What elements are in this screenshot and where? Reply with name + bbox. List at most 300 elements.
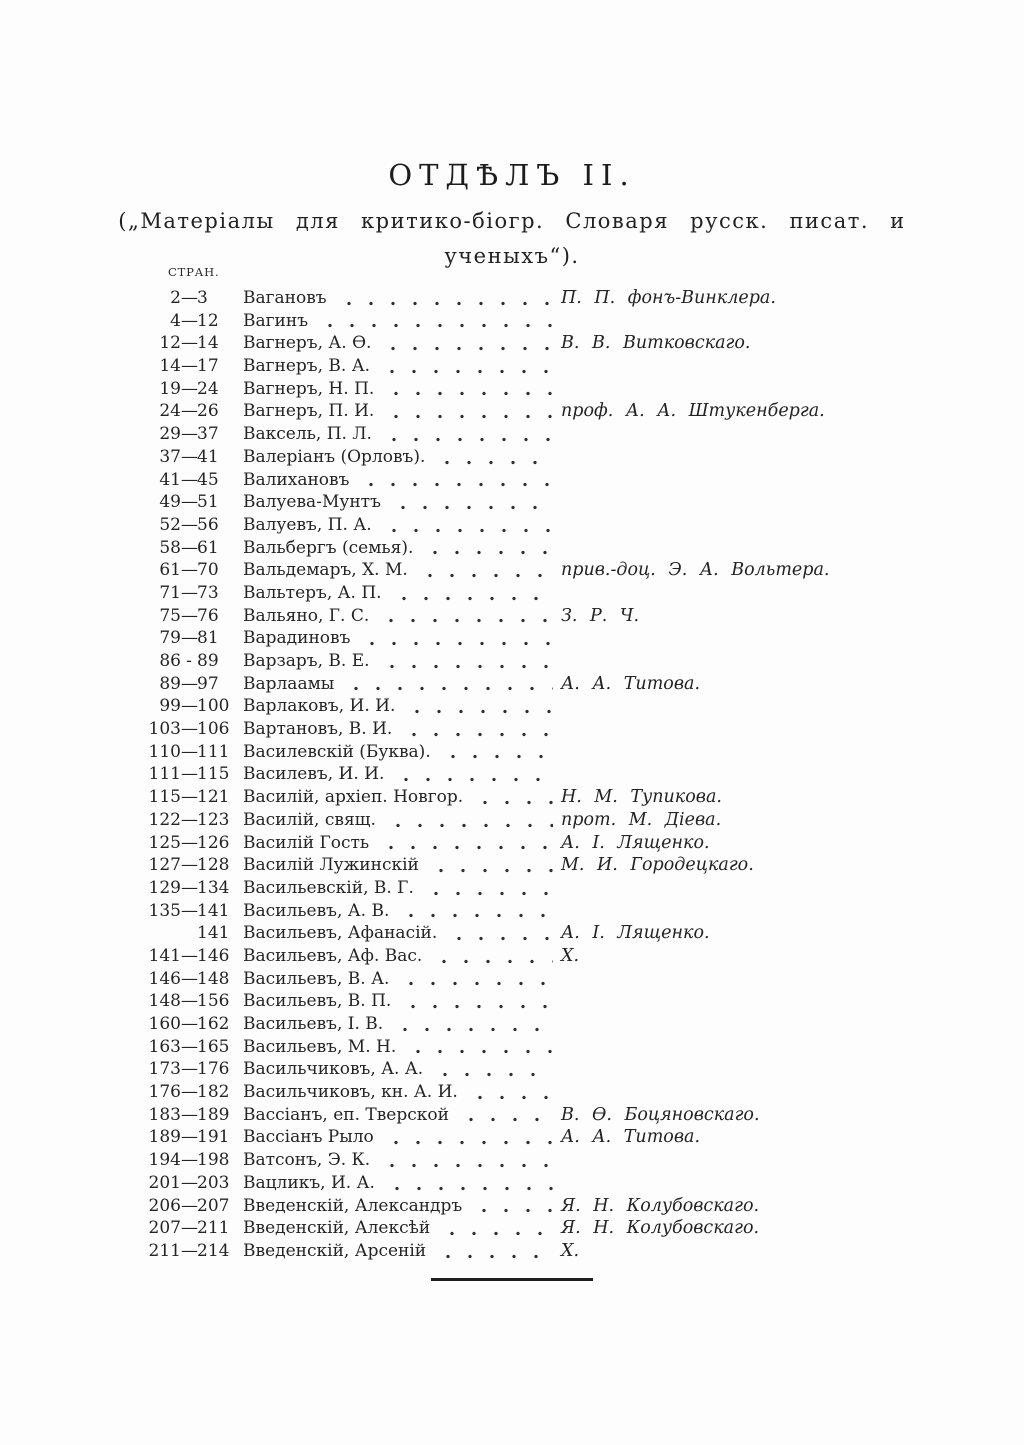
dot-leader xyxy=(376,605,553,628)
entry-cell xyxy=(243,1104,555,1127)
page-range-dash: — xyxy=(181,446,198,467)
page-range-from: 127 xyxy=(148,855,181,876)
entry-cell xyxy=(243,310,555,333)
dot-leader xyxy=(341,673,553,696)
page-range-dash: — xyxy=(181,582,198,603)
page-range-from: 49 xyxy=(159,492,181,513)
page-range-dash: — xyxy=(181,696,198,717)
index-row xyxy=(0,627,1024,650)
dot-leader xyxy=(415,559,553,582)
dot-leader xyxy=(438,741,553,764)
page-range-to: 182 xyxy=(197,1082,230,1103)
entry-name: Введенскій, Александръ xyxy=(243,1195,463,1216)
page-range-dash: — xyxy=(181,1127,198,1148)
index-row xyxy=(0,1126,1024,1149)
entry-name: Васильевъ, В. А. xyxy=(243,968,390,989)
dot-leader xyxy=(396,900,553,923)
page-range-dash: — xyxy=(181,605,198,626)
page-range-to: 207 xyxy=(197,1195,230,1216)
entry-name: Васильчиковъ, А. А. xyxy=(243,1059,424,1080)
index-row xyxy=(0,400,1024,423)
entry-cell xyxy=(243,695,555,718)
index-row xyxy=(0,809,1024,832)
entry-author: Я. Н. Колубовскаго. xyxy=(561,1218,760,1239)
entry-name: Васильевъ, М. Н. xyxy=(243,1036,397,1057)
page-range-dash: — xyxy=(181,832,198,853)
entry-cell xyxy=(243,1013,555,1036)
section-title: ОТДѢЛЪ II. xyxy=(388,158,636,192)
entry-name: Вальбергъ (семья). xyxy=(243,537,414,558)
dot-leader xyxy=(396,968,553,991)
page-range-dash: — xyxy=(181,1082,198,1103)
page-range-to: 146 xyxy=(197,945,230,966)
entry-name: Вацликъ, И. А. xyxy=(243,1172,375,1193)
entry-author: А. А. Титова. xyxy=(561,673,701,694)
page-range-from: 4 xyxy=(170,310,181,331)
page-range-dash: — xyxy=(181,401,198,422)
page-range-dash: — xyxy=(181,560,198,581)
page-range-from xyxy=(0,922,181,945)
index-row xyxy=(0,423,1024,446)
index-row xyxy=(0,695,1024,718)
page-range-from: 146 xyxy=(148,968,181,989)
page-range-from: 71 xyxy=(159,582,181,603)
index-row xyxy=(0,491,1024,514)
entry-cell xyxy=(243,673,555,696)
entry-name: Васильевъ, І. В. xyxy=(243,1014,384,1034)
entry-name: Варлаковъ, И. И. xyxy=(243,696,396,717)
page-range-to: 70 xyxy=(197,560,219,581)
page-range-from: 207 xyxy=(148,1218,181,1239)
page-range-dash: — xyxy=(181,719,198,740)
index-row xyxy=(0,1217,1024,1240)
entry-name: Вагинъ xyxy=(243,310,309,331)
page-range-dash: — xyxy=(181,764,198,785)
dot-leader xyxy=(403,1036,553,1059)
entry-author: прот. М. Діева. xyxy=(561,809,722,830)
page-range-from: 141 xyxy=(148,945,181,966)
page-range-to: 141 xyxy=(197,900,230,921)
entry-cell xyxy=(243,287,555,310)
entry-name: Васильевъ, В. П. xyxy=(243,991,392,1012)
index-row xyxy=(0,854,1024,877)
index-row xyxy=(0,310,1024,333)
entry-name: Валуевъ, П. А. xyxy=(243,514,372,535)
entry-cell xyxy=(243,559,555,582)
entry-cell xyxy=(243,1217,555,1240)
index-row xyxy=(0,1172,1024,1195)
dot-leader xyxy=(433,1240,553,1263)
entry-name: Вартановъ, В. И. xyxy=(243,719,393,740)
page-range-from: 176 xyxy=(148,1082,181,1103)
entry-name: Ваксель, П. Л. xyxy=(243,424,372,445)
entry-name: Вальдемаръ, Х. М. xyxy=(243,560,408,581)
dot-leader xyxy=(399,718,553,741)
dot-leader xyxy=(421,877,553,900)
entry-cell xyxy=(243,1036,555,1059)
entry-author: проф. А. А. Штукенберга. xyxy=(561,401,825,422)
page-range-dash: — xyxy=(181,492,198,513)
page-range-to: 211 xyxy=(197,1218,230,1239)
dot-leader xyxy=(377,650,553,673)
entry-cell xyxy=(243,355,555,378)
page-range-to: 141 xyxy=(197,923,230,944)
page-range-dash: — xyxy=(181,378,198,399)
page-range-dash: — xyxy=(181,877,198,898)
index-row xyxy=(0,605,1024,628)
page-range-from: 103 xyxy=(148,719,181,740)
page-range-dash: — xyxy=(181,1150,198,1171)
entry-cell xyxy=(243,1058,555,1081)
subtitle-line-2: ученыхъ“). xyxy=(444,244,580,268)
dot-leader xyxy=(444,922,553,945)
entry-name: Васильчиковъ, кн. А. И. xyxy=(243,1082,458,1103)
entry-author: А. А. Титова. xyxy=(561,1127,701,1148)
index-row xyxy=(0,900,1024,923)
page-range-to: 3 xyxy=(197,288,208,308)
page-range-dash: — xyxy=(181,310,198,331)
page-range-to: 61 xyxy=(197,537,219,558)
page-range-to: 17 xyxy=(197,356,219,377)
entry-author: М. И. Городецкаго. xyxy=(561,855,754,876)
page-range-to: 123 xyxy=(197,809,230,830)
page-range-to: 89 xyxy=(197,651,219,671)
dot-leader xyxy=(432,446,553,469)
entry-cell xyxy=(243,718,555,741)
page-range-to: 37 xyxy=(197,424,219,445)
page-range-to: 148 xyxy=(197,968,230,989)
page-range-from: 19 xyxy=(159,378,181,399)
dot-leader xyxy=(389,582,553,605)
index-list xyxy=(0,287,1024,1263)
page-range-dash: — xyxy=(181,424,198,445)
entry-name: Введенскій, Алексѣй xyxy=(243,1218,431,1239)
dot-leader xyxy=(465,1081,553,1104)
page-range-to: 189 xyxy=(197,1104,230,1125)
index-row xyxy=(0,673,1024,696)
index-row xyxy=(0,1058,1024,1081)
entry-cell xyxy=(243,786,555,809)
entry-cell xyxy=(243,877,555,900)
index-row xyxy=(0,718,1024,741)
entry-name: Введенскій, Арсеній xyxy=(243,1240,427,1261)
index-row xyxy=(0,763,1024,786)
entry-author: А. І. Лященко. xyxy=(561,923,710,944)
entry-cell xyxy=(243,514,555,537)
index-row xyxy=(0,559,1024,582)
entry-name: Валуева-Мунтъ xyxy=(243,492,381,513)
page-range-to: 24 xyxy=(197,378,219,399)
entry-name: Варадиновъ xyxy=(243,628,351,649)
page-range-to: 214 xyxy=(197,1240,230,1261)
dot-leader xyxy=(334,287,553,310)
page-range-to: 45 xyxy=(197,469,219,490)
entry-cell xyxy=(243,582,555,605)
page-range-dash: — xyxy=(181,1195,198,1216)
page-range-to: 134 xyxy=(197,877,230,898)
index-row xyxy=(0,990,1024,1013)
dot-leader xyxy=(377,355,553,378)
page-range-from: 2 xyxy=(170,288,181,308)
page-range-to: 81 xyxy=(197,628,219,649)
page-range-dash: — xyxy=(181,809,198,830)
page-range-to: 100 xyxy=(197,696,230,717)
page-range-from: 37 xyxy=(159,446,181,467)
entry-cell xyxy=(243,763,555,786)
page-range-from: 111 xyxy=(148,764,181,785)
page-range-dash: — xyxy=(181,356,198,377)
entry-author: Х. xyxy=(561,945,580,966)
page-range-to: 76 xyxy=(197,605,219,626)
index-row xyxy=(0,832,1024,855)
entry-cell xyxy=(243,968,555,991)
entry-cell xyxy=(243,945,555,968)
index-row xyxy=(0,741,1024,764)
dot-leader xyxy=(469,1195,553,1218)
page-range-dash: — xyxy=(181,968,198,989)
index-row xyxy=(0,287,1024,310)
entry-cell xyxy=(243,491,555,514)
section-subtitle xyxy=(0,204,1024,274)
dot-leader xyxy=(430,1058,553,1081)
page-range-from: 160 xyxy=(148,1014,181,1034)
page-range-to: 203 xyxy=(197,1172,230,1193)
page-range-to: 115 xyxy=(197,764,230,785)
page-range-from: 99 xyxy=(159,696,181,717)
page-range-dash: — xyxy=(181,1104,198,1125)
page-range-from: 201 xyxy=(148,1172,181,1193)
entry-name: Васильевъ, Аф. Вас. xyxy=(243,945,423,966)
page-range-to: 51 xyxy=(197,492,219,513)
page-range-to: 97 xyxy=(197,673,219,694)
page-range-from: 110 xyxy=(148,741,181,762)
entry-name: Василевъ, И. И. xyxy=(243,764,385,785)
entry-author: прив.-доц. Э. А. Вольтера. xyxy=(561,560,830,581)
page-range-to: 106 xyxy=(197,719,230,740)
entry-author: В. Ѳ. Боцяновскаго. xyxy=(561,1104,760,1125)
page-range-to: 191 xyxy=(197,1127,230,1148)
dot-leader xyxy=(381,1126,553,1149)
entry-cell xyxy=(243,1149,555,1172)
entry-name: Василій, свящ. xyxy=(243,809,376,830)
entry-name: Василій, архіеп. Новгор. xyxy=(243,787,464,808)
dot-leader xyxy=(398,990,553,1013)
page-range-to: 111 xyxy=(197,741,230,762)
index-row xyxy=(0,332,1024,355)
index-row xyxy=(0,514,1024,537)
page-range-from: 79 xyxy=(159,628,181,649)
dot-leader xyxy=(379,423,553,446)
page-range-to: 128 xyxy=(197,855,230,876)
entry-name: Вагнеръ, А. Ѳ. xyxy=(243,333,372,354)
dot-leader xyxy=(377,1149,553,1172)
dot-leader xyxy=(420,537,553,560)
entry-name: Василій Лужинскій xyxy=(243,855,419,876)
entry-cell xyxy=(243,332,555,355)
page-range-dash: — xyxy=(181,741,198,762)
entry-author: Х. xyxy=(561,1240,580,1261)
index-row xyxy=(0,877,1024,900)
dot-leader xyxy=(315,310,553,333)
dot-leader xyxy=(437,1217,553,1240)
entry-name: Варлаамы xyxy=(243,673,335,694)
dot-leader xyxy=(357,627,553,650)
entry-name: Вальтеръ, А. П. xyxy=(243,582,382,603)
page-range-from: 194 xyxy=(148,1150,181,1171)
index-row xyxy=(0,1104,1024,1127)
index-row xyxy=(0,1081,1024,1104)
entry-name: Васильевъ, А. В. xyxy=(243,900,390,921)
entry-name: Васильевъ, Афанасій. xyxy=(243,923,438,944)
page-range-dash: — xyxy=(181,1218,198,1239)
page-range-dash: — xyxy=(181,945,198,966)
page-range-from: 14 xyxy=(159,356,181,377)
page-range-dash: — xyxy=(181,1014,198,1034)
page-range-from: 206 xyxy=(148,1195,181,1216)
page-range-dash: — xyxy=(181,1036,198,1057)
page-range-from: 41 xyxy=(159,469,181,490)
page-range-to: 56 xyxy=(197,514,219,535)
page-range-to: 41 xyxy=(197,446,219,467)
entry-name: Вагнеръ, Н. П. xyxy=(243,378,375,399)
entry-author: В. В. Витковскаго. xyxy=(561,333,751,354)
dot-leader xyxy=(382,1172,553,1195)
index-row xyxy=(0,469,1024,492)
entry-cell xyxy=(243,446,555,469)
page-range-from: 125 xyxy=(148,832,181,853)
page-range-from: 122 xyxy=(148,809,181,830)
entry-author: З. Р. Ч. xyxy=(561,605,640,626)
page-range-to: 12 xyxy=(197,310,219,331)
entry-name: Ватсонъ, Э. К. xyxy=(243,1150,371,1171)
entry-name: Василій Гость xyxy=(243,832,370,853)
entry-cell xyxy=(243,469,555,492)
index-row xyxy=(0,968,1024,991)
entry-cell xyxy=(243,423,555,446)
page-range-to: 126 xyxy=(197,832,230,853)
page-range-dash: — xyxy=(181,628,198,649)
entry-cell xyxy=(243,854,555,877)
dot-leader xyxy=(381,400,553,423)
entry-cell xyxy=(243,832,555,855)
index-row xyxy=(0,1013,1024,1036)
entry-name: Вальяно, Г. С. xyxy=(243,605,370,626)
entry-name: Вагнеръ, В. А. xyxy=(243,356,371,377)
page-range-from: 86 xyxy=(159,651,181,671)
entry-name: Варзаръ, В. Е. xyxy=(243,651,370,671)
subtitle-line-1: („Матеріалы для критико-біогр. Словаря русск. писат. и xyxy=(118,209,906,233)
page-range-dash: — xyxy=(181,1172,198,1193)
page-range-from: 24 xyxy=(159,401,181,422)
page-range-to: 156 xyxy=(197,991,230,1012)
dot-leader xyxy=(426,854,553,877)
page-range-to: 26 xyxy=(197,401,219,422)
page-range-to: 162 xyxy=(197,1014,230,1034)
entry-cell xyxy=(243,741,555,764)
page-range-dash: — xyxy=(181,900,198,921)
page-range-to: 176 xyxy=(197,1059,230,1080)
dot-leader xyxy=(456,1104,553,1127)
page-range-from: 135 xyxy=(148,900,181,921)
entry-author: Я. Н. Колубовскаго. xyxy=(561,1195,760,1216)
entry-name: Вассіанъ, еп. Тверской xyxy=(243,1104,449,1125)
entry-cell xyxy=(243,378,555,401)
dot-leader xyxy=(429,945,553,968)
page-range-from: 52 xyxy=(159,514,181,535)
entry-name: Вагановъ xyxy=(243,288,327,308)
page-range-dash: — xyxy=(181,1059,198,1080)
dot-leader xyxy=(388,491,553,514)
page-range-dash xyxy=(181,922,197,945)
entry-cell xyxy=(243,627,555,650)
page-range-from: 75 xyxy=(159,605,181,626)
dot-leader xyxy=(390,1013,553,1036)
entry-author: Н. М. Тупикова. xyxy=(561,787,722,808)
page-range-from: 148 xyxy=(148,991,181,1012)
page-range-dash: — xyxy=(181,991,198,1012)
index-row xyxy=(0,582,1024,605)
dot-leader xyxy=(470,786,553,809)
page-range-dash: - xyxy=(186,651,192,671)
page-range-dash: — xyxy=(181,288,198,308)
page-range-dash: — xyxy=(181,1240,198,1261)
end-rule-divider xyxy=(431,1278,593,1281)
entry-author: П. П. фонъ-Винклера. xyxy=(561,288,776,308)
page-range-from: 29 xyxy=(159,424,181,445)
index-row xyxy=(0,355,1024,378)
page-range-from: 115 xyxy=(148,787,181,808)
index-row xyxy=(0,1240,1024,1263)
index-row xyxy=(0,1195,1024,1218)
index-row xyxy=(0,922,1024,945)
index-row xyxy=(0,650,1024,673)
page-range-to: 73 xyxy=(197,582,219,603)
page-range-from: 189 xyxy=(148,1127,181,1148)
page-range-dash: — xyxy=(181,537,198,558)
dot-leader xyxy=(383,809,553,832)
dot-leader xyxy=(378,332,553,355)
page-range-dash: — xyxy=(181,469,198,490)
dot-leader xyxy=(356,469,553,492)
dot-leader xyxy=(376,832,553,855)
entry-cell xyxy=(243,537,555,560)
entry-name: Василевскій (Буква). xyxy=(243,741,431,762)
entry-cell xyxy=(243,922,555,945)
page-range-dash: — xyxy=(181,333,198,354)
entry-name: Вагнеръ, П. И. xyxy=(243,401,375,422)
entry-cell xyxy=(243,1126,555,1149)
index-row xyxy=(0,378,1024,401)
entry-author: А. І. Лященко. xyxy=(561,832,710,853)
page-range-dash: — xyxy=(181,514,198,535)
index-row xyxy=(0,945,1024,968)
page-range-from: 211 xyxy=(148,1240,181,1261)
entry-cell xyxy=(243,1081,555,1104)
page-range-from: 173 xyxy=(148,1059,181,1080)
page-range-from: 61 xyxy=(159,560,181,581)
pages-column-header: СТРАН. xyxy=(168,265,220,279)
entry-cell xyxy=(243,605,555,628)
entry-cell xyxy=(243,990,555,1013)
entry-cell xyxy=(243,809,555,832)
dot-leader xyxy=(379,514,553,537)
page-range-from: 12 xyxy=(159,333,181,354)
dot-leader xyxy=(402,695,553,718)
page-range-to: 165 xyxy=(197,1036,230,1057)
dot-leader xyxy=(381,378,553,401)
index-row xyxy=(0,537,1024,560)
entry-name: Вассіанъ Рыло xyxy=(243,1127,374,1148)
